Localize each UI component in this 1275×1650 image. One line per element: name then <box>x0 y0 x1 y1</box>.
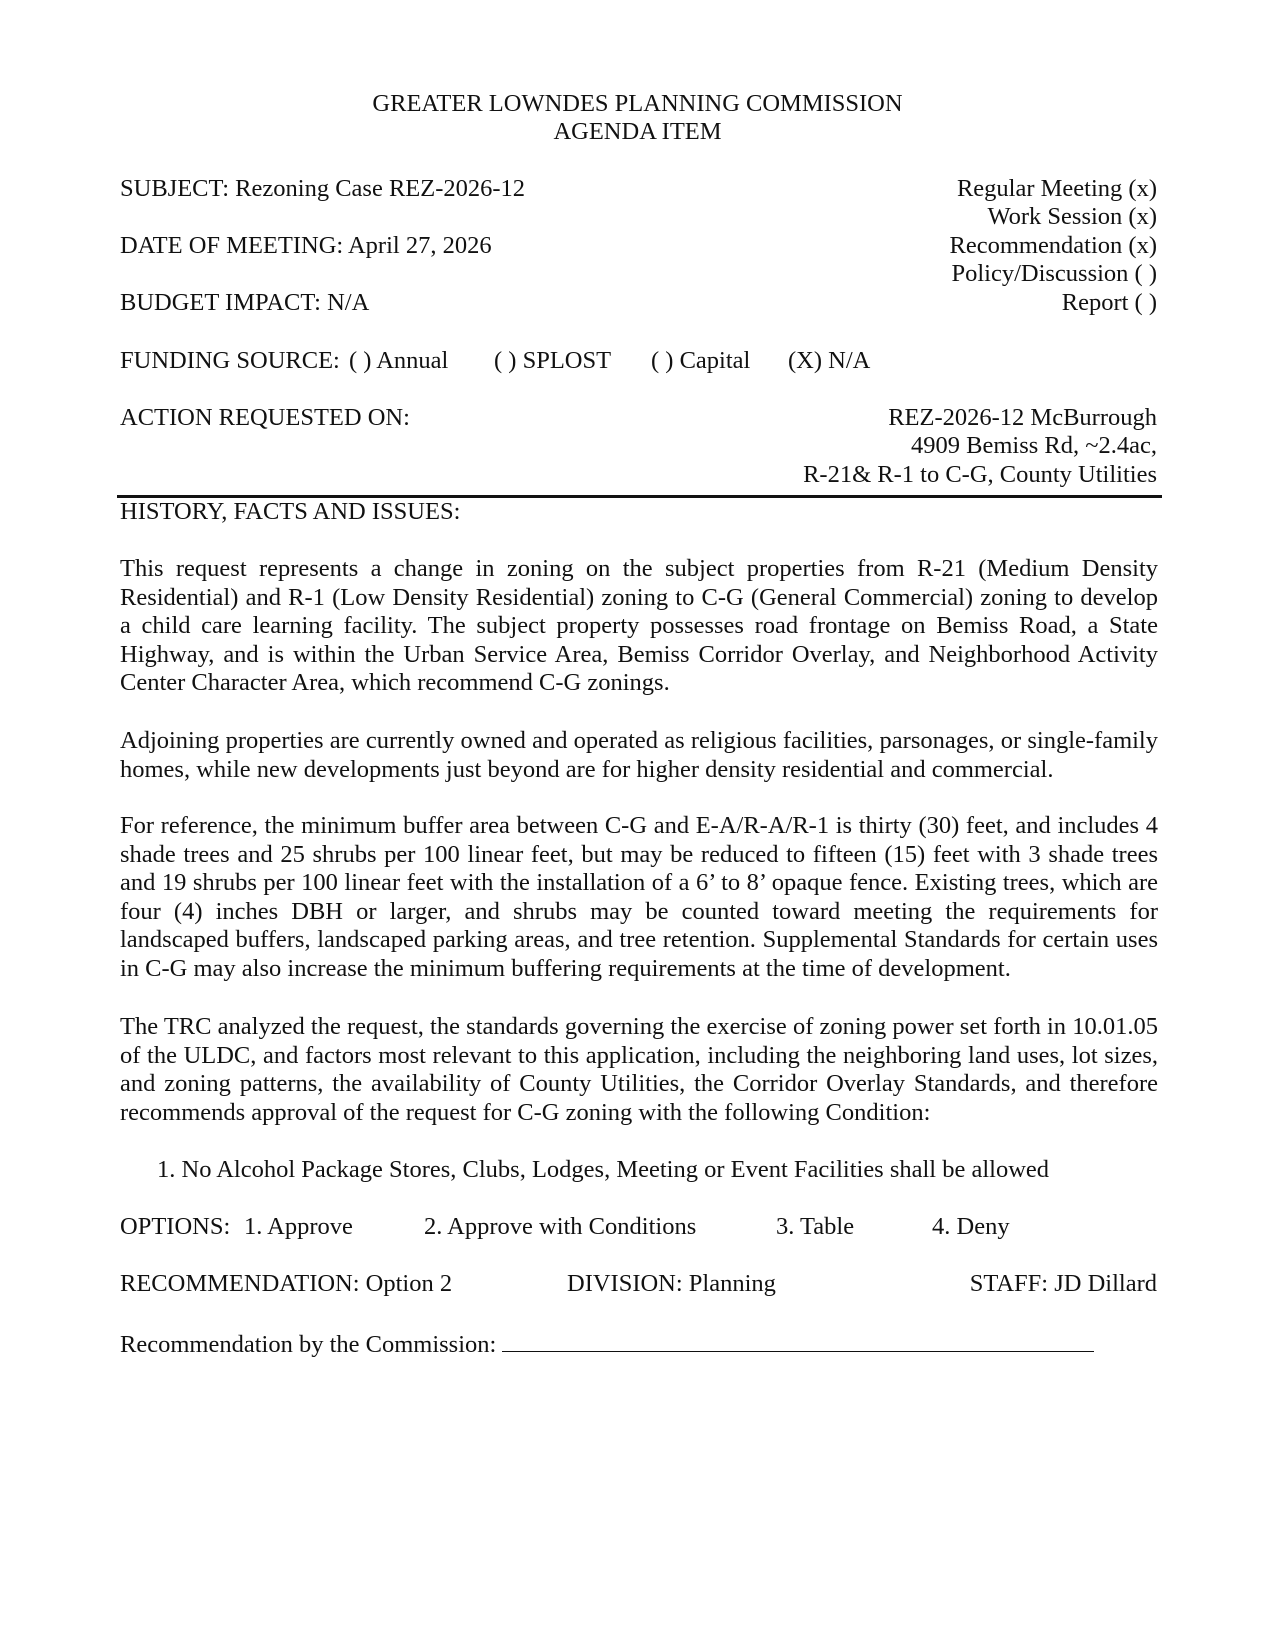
staff: STAFF: JD Dillard <box>969 1270 1157 1297</box>
history-paragraph-1: This request represents a change in zoning on the subject properties from R-21 (Medium Density Residential) and R-1 (Low Density Residential) zoning to C-G (General Commercial) zoning to develop a child care learning facility. The subject property possesses road frontage on Bemiss Road, a State Highway, and is within the Urban Service Area, Bemiss Corridor Overlay, and Neighborhood Activity Center Character Area, which recommend C-G zonings. <box>120 555 1158 697</box>
commission-recommendation-blank <box>502 1329 1094 1352</box>
funding-capital: ( ) Capital <box>651 347 751 374</box>
option-deny: 4. Deny <box>932 1213 1010 1240</box>
option-approve-with-conditions: 2. Approve with Conditions <box>424 1213 697 1240</box>
recommendation: RECOMMENDATION: Option 2 <box>120 1270 453 1297</box>
budget-impact: BUDGET IMPACT: N/A <box>120 289 370 316</box>
history-heading: HISTORY, FACTS AND ISSUES: <box>120 498 461 525</box>
meeting-type-recommendation: Recommendation (x) <box>949 232 1157 259</box>
option-table: 3. Table <box>776 1213 855 1240</box>
agency-title: GREATER LOWNDES PLANNING COMMISSION <box>372 90 903 117</box>
subject-line: SUBJECT: Rezoning Case REZ-2026-12 <box>120 175 526 202</box>
funding-na: (X) N/A <box>788 347 871 374</box>
history-paragraph-2: Adjoining properties are currently owned and operated as religious facilities, parsonages, or single-family homes, while new developments just beyond are for higher density residential and commercial. <box>120 727 1158 783</box>
option-approve: 1. Approve <box>244 1213 353 1240</box>
meeting-type-regular: Regular Meeting (x) <box>956 175 1157 202</box>
meeting-type-report: Report ( ) <box>1061 289 1157 316</box>
funding-source-label: FUNDING SOURCE: <box>120 347 340 374</box>
meeting-type-policy: Policy/Discussion ( ) <box>951 260 1157 287</box>
funding-splost: ( ) SPLOST <box>494 347 612 374</box>
meeting-type-work-session: Work Session (x) <box>987 203 1157 230</box>
action-requested-label: ACTION REQUESTED ON: <box>120 404 410 431</box>
funding-annual: ( ) Annual <box>349 347 449 374</box>
action-case-id: REZ-2026-12 McBurrough <box>888 404 1157 431</box>
condition-item: 1. No Alcohol Package Stores, Clubs, Lodges, Meeting or Event Facilities shall be allowed <box>157 1156 1050 1183</box>
document-title: AGENDA ITEM <box>553 118 722 145</box>
action-zoning-change: R-21& R-1 to C-G, County Utilities <box>803 461 1157 488</box>
date-of-meeting: DATE OF MEETING: April 27, 2026 <box>120 232 492 259</box>
commission-recommendation-label: Recommendation by the Commission: <box>120 1331 497 1358</box>
division: DIVISION: Planning <box>567 1270 776 1297</box>
commission-recommendation-row <box>120 1329 1094 1359</box>
options-label: OPTIONS: <box>120 1213 231 1240</box>
action-address: 4909 Bemiss Rd, ~2.4ac, <box>911 432 1157 459</box>
history-paragraph-3: For reference, the minimum buffer area between C-G and E-A/R-A/R-1 is thirty (30) feet, and includes 4 shade trees and 25 shrubs per 100 linear feet, but may be reduced to fifteen (15) feet with 3 shade trees and 19 shrubs per 100 linear feet with the installation of a 6’ to 8’ opaque fence. Existing trees, which are four (4) inches DBH or larger, and shrubs may be counted toward meeting the requirements for landscaped buffers, landscaped parking areas, and tree retention. Supplemental Standards for certain uses in C-G may also increase the minimum buffering requirements at the time of development. <box>120 812 1158 982</box>
history-paragraph-4: The TRC analyzed the request, the standards governing the exercise of zoning power set forth in 10.01.05 of the ULDC, and factors most relevant to this application, including the neighboring land uses, lot sizes, and zoning patterns, the availability of County Utilities, the Corridor Overlay Standards, and therefore recommends approval of the request for C-G zoning with the following Condition: <box>120 1013 1158 1126</box>
